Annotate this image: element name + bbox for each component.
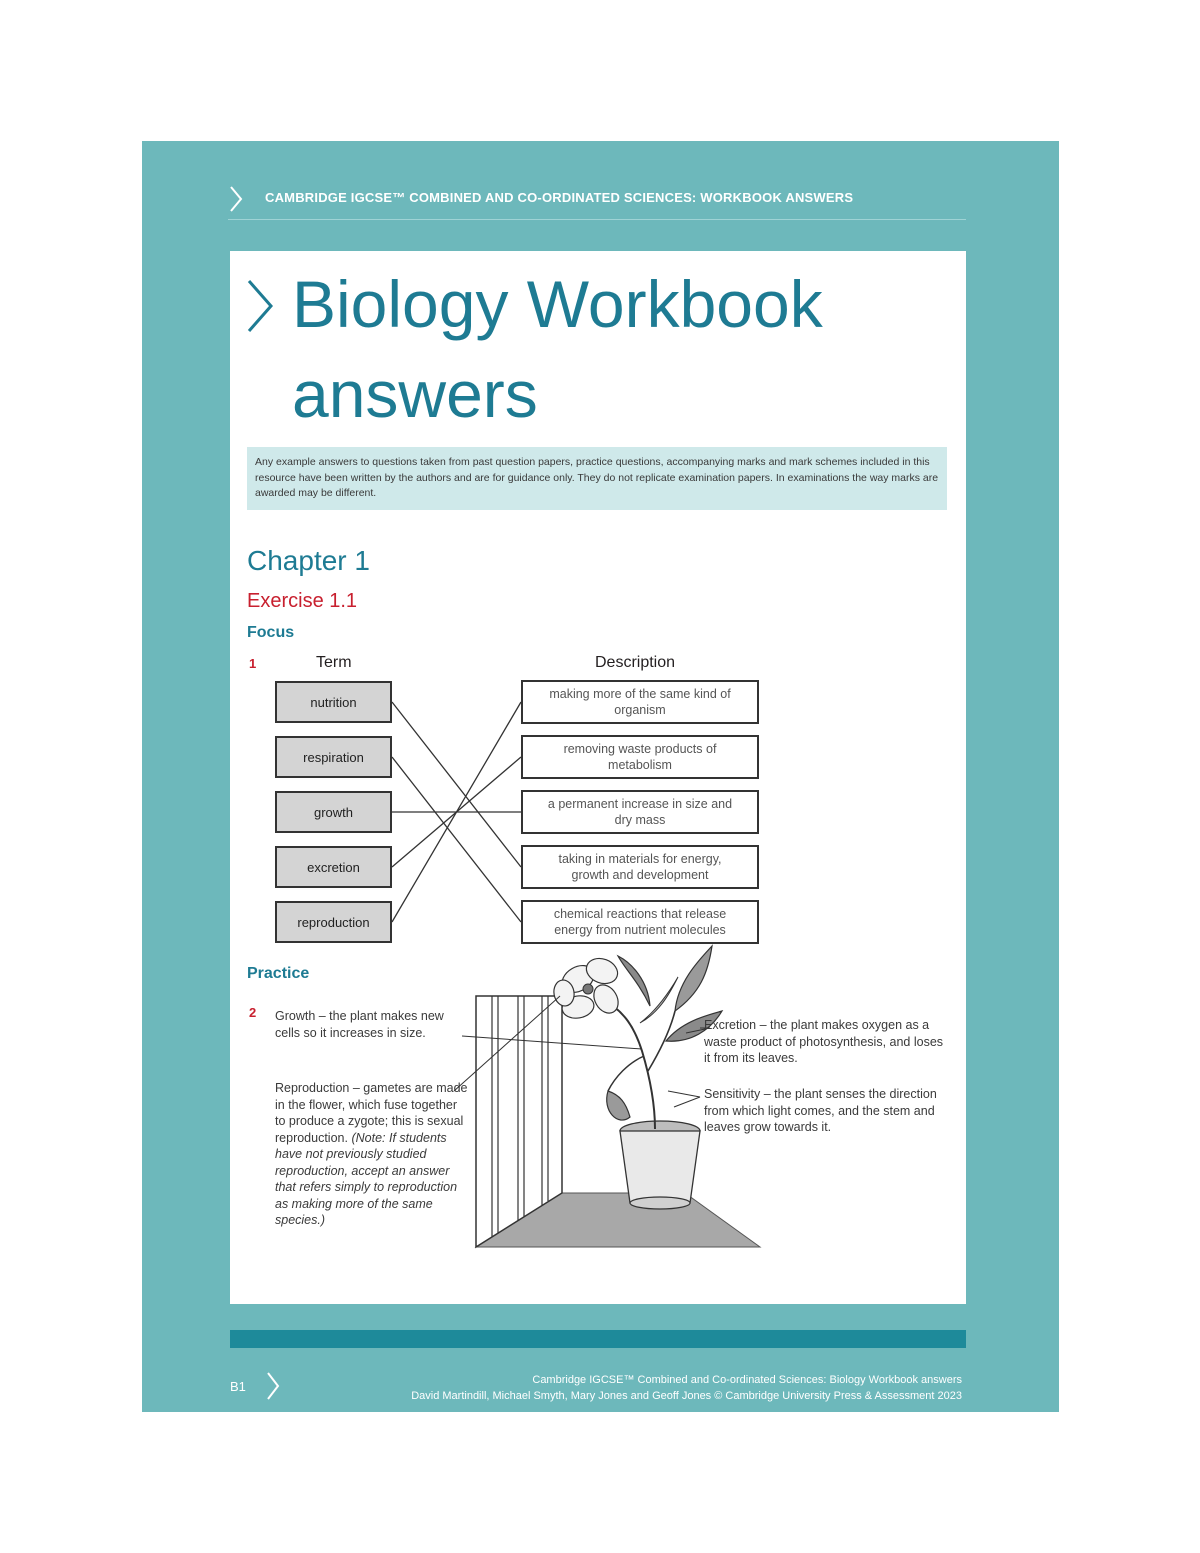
header-rule — [228, 219, 966, 220]
question-number-2: 2 — [249, 1005, 257, 1020]
term-box-nutrition: nutrition — [275, 681, 392, 723]
footer-line-2: David Martindill, Michael Smyth, Mary Jones and Geoff Jones © Cambridge University Press & Assessment 2023 — [411, 1390, 962, 1402]
description-box: making more of the same kind of organism — [521, 680, 759, 724]
footer-credits — [411, 1372, 962, 1404]
disclaimer-box: Any example answers to questions taken from past question papers, practice questions, accompanying marks and mark schemes included in this resource have been written by the authors and are for guidance only. They do not replicate examination papers. In examinations the way marks are awarded may be different. — [247, 447, 947, 510]
page-title-line-2: answers — [292, 357, 538, 431]
chevron-right-icon — [228, 185, 244, 213]
reproduction-text: Reproduction – gametes are made in the flower, which fuse together to produce a zygote; this is sexual reproduction. — [275, 1081, 468, 1145]
term-box-reproduction: reproduction — [275, 901, 392, 943]
growth-annotation: Growth – the plant makes new cells so it increases in size. — [275, 1009, 444, 1040]
focus-heading: Focus — [247, 624, 295, 641]
reproduction-annotation — [275, 1080, 469, 1229]
term-column-heading: Term — [316, 654, 352, 671]
page-title-line-1: Biology Workbook — [292, 267, 823, 341]
description-column-heading: Description — [595, 654, 676, 671]
term-box-growth: growth — [275, 791, 392, 833]
excretion-annotation: Excretion – the plant makes oxygen as a waste product of photosynthesis, and loses it from its leaves. — [704, 1018, 944, 1065]
practice-heading: Practice — [247, 965, 310, 982]
footer-bar — [230, 1330, 966, 1348]
term-box-excretion: excretion — [275, 846, 392, 888]
description-box: chemical reactions that release energy from nutrient molecules — [521, 900, 759, 944]
description-box: removing waste products of metabolism — [521, 735, 759, 779]
chevron-right-icon — [265, 1371, 281, 1401]
sensitivity-annotation: Sensitivity – the plant senses the direction from which light comes, and the stem and leaves grow towards it. — [704, 1087, 937, 1134]
footer-line-1: Cambridge IGCSE™ Combined and Co-ordinated Sciences: Biology Workbook answers — [532, 1374, 962, 1386]
reproduction-note: (Note: If students have not previously studied reproduction, accept an answer that refers simply to reproduction as making more of the same species.) — [275, 1130, 458, 1227]
description-box: a permanent increase in size and dry mass — [521, 790, 759, 834]
term-box-respiration: respiration — [275, 736, 392, 778]
question-number-1: 1 — [249, 656, 257, 671]
chapter-heading: Chapter 1 — [247, 545, 370, 576]
exercise-heading: Exercise 1.1 — [247, 590, 358, 612]
page-number: B1 — [230, 1379, 246, 1394]
page-background — [142, 141, 1059, 1412]
content-sheet — [230, 251, 966, 1304]
description-box: taking in materials for energy, growth and development — [521, 845, 759, 889]
running-head: CAMBRIDGE IGCSE™ COMBINED AND CO-ORDINATED SCIENCES: WORKBOOK ANSWERS — [265, 190, 854, 205]
